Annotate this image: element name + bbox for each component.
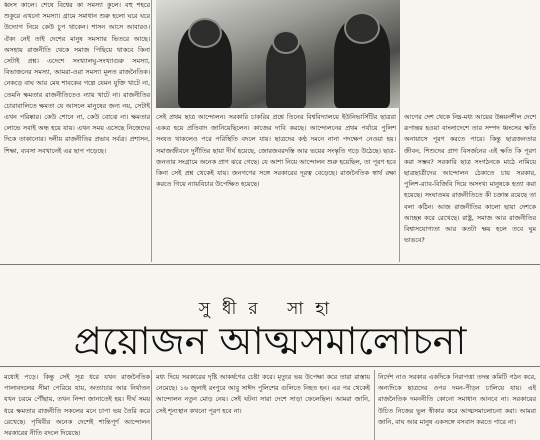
article-text: নির্দেশ নাও সরকার একদিকে নিরাপত্তা তদন্ত কমিটি গঠন করে, অন্যদিকে ছাত্রদের ওপর দমন-পীড়ন চালিয়ে যায়। এই রাজনৈতিক দমননীতি কোনো সমাধান আনবে না। সরকারের উচিত নিজের ভুল স্বীকার করে আত্মসমালোচনা করা। আমরা জানি, বাঘ আর মানুষ একসঙ্গে বসবাস করতে পারে না।	[378, 373, 536, 426]
helmet-icon	[188, 18, 222, 48]
section-divider	[0, 366, 540, 367]
article-text: আগের দেশ থেকে নিম্ন-মধ্য আয়ের উন্নয়নশীল দেশে রূপান্তর হওয়া বাংলাদেশে তার সম্পদ ধ্বংসের ক্ষতি অনায়াসে পূরণ করতে পারে। কিন্তু ছাত্রজনতার জীবন, শিশুদের প্রাণ বিসর্জনের এই ক্ষতি কি পূরণ করা সম্ভব? সরকারি ছাত্র সংগঠনকে মাঠে নামিয়ে ছাত্রছাত্রীদের আন্দোলন ঠেকাতে চায় সরকার, পুলিশ-র‍্যাব-বিজিবি দিয়ে অসংখ্য মানুষকে হত্যা করা হয়েছে। সংঘাতময় রাজনীতিতে কী চক্রান্ত রয়েছে তা বলা কঠিন। আজ রাজনীতির কালো ছায়া দেশকে আচ্ছন্ন করে রেখেছে। রাষ্ট্র, সমাজ আর রাজনীতির বিশ্বাসযোগ্যতা আর কতটা ক্ষয় হলে তবে ঘুম ভাঙবে?	[404, 113, 536, 245]
article-text: সেই প্রথম ছাত্র আন্দোলন। সরকারি চাকরির প্রশ্নে তিনের বিশ্ববিদ্যালয়ে ইউনিভার্সিটির ছাত্ররা একত্র হয়ে প্রতিবাদ জানিয়েছিলেন। কাজের দাবি করছে। আন্দোলনের প্রথম পর্যায়ে পুলিশ সংযত থাকলেও পরে পরিস্থিতি বদলে যায়। ছাত্রদের কণ্ঠ দমনে নানা পদক্ষেপ নেওয়া হয়। সমাজজীবনে দুর্নীতির ছায়া দীর্ঘ হয়েছে, জোরজবরদস্তি আর ভয়ের সংস্কৃতি গড়ে উঠেছে। ছাত্র-জনতার সংগ্রামে অনেক প্রাণ ঝরে গেছে। যে আশা নিয়ে আন্দোলন শুরু হয়েছিল, তা পূরণ হবে কিনা সেই প্রশ্ন থেকেই যায়। জনগণের সঙ্গে সরকারের দূরত্ব বেড়েছে। রাজনৈতিক স্বার্থ রক্ষা করতে গিয়ে ন্যায়বিচার উপেক্ষিত হয়েছে।	[156, 113, 396, 189]
article-text: মধ্যেই পড়ে। কিন্তু সেই সূত্র ধরে যখন রাজনৈতিক পালাবদলের সীমা পেরিয়ে যায়, অত্যাচার আর নির্যাতন যখন চরমে পৌঁছায়, তখন নিন্দা জানাতেই হয়। দীর্ঘ সময় ধরে ক্ষমতার রাজনীতি সকলের মনে চাপা ভয় তৈরি করে রেখেছে। পৃথিবীর অনেক দেশেই শান্তিপূর্ণ আন্দোলন সরকারের নীতি বদলে দিয়েছে।	[4, 373, 150, 438]
article-headline: প্রয়োজন আত্মসমালোচনা	[73, 319, 467, 363]
column-bottom-right	[378, 372, 536, 440]
column-bottom-middle	[156, 372, 370, 440]
column-divider	[151, 370, 152, 440]
column-divider	[399, 108, 400, 262]
article-text: মধ্য দিয়ে সরকারের দৃষ্টি আকর্ষণের চেষ্টা করে। মৃত্যুর ভয় উপেক্ষা করে তারা রাস্তায় নেমেছে। ১৬ জুলাই রংপুরে আবু সাঈদ পুলিশের গুলিতে নিহত হন। এর পর থেকেই আন্দোলন নতুন মোড় নেয়। সেই ঘটনা সারা দেশে সাড়া ফেলেছিল। আমরা জানি, সেই শূন্যস্থান কখনো পূরণ হবে না।	[156, 373, 370, 415]
column-top-middle	[156, 112, 396, 262]
section-divider	[0, 264, 540, 265]
article-text: ধ্বংস কালে। শেষে বিশ্বের কা সমস্যা কুলে। বহু শহরে শুকুরে এখনো সমস্যা। গ্রামে সমাধান শুরু হলো ঘরে ঘরে উদ্যোগ নিয়ে কেউ চুপ থাকেন। শাসন আসে আবারও। ঐক্য নেই তাই দেশের মানুষ সমস্যার ভিতরে আছে। অসহায় রাজনীতি থেকে সমাজ পিছিয়ে থাকবে কিনা সেটাই প্রশ্ন। এদেশে সংখ্যালঘু-সংখ্যাগুরু সমস্যা, বিভাজনের সমস্যা, আমরা-ওরা সমস্যা মূলত রাজনৈতিক। নেকড়ে বাঘ আর মেষ শাবকের গল্পে যেমন যুক্তি খাটে না, তেমনি ক্ষমতার রাজনীতিতেও ন্যায় খাটে না। রাজনীতির চোরাবালিতে ক্ষমতা যে আসলে মানুষের জন্য নয়, সেটাই এখন পরিষ্কার। কেউ শোনে না, কেউ বোঝে না। ক্ষমতার লোভে সবাই অন্ধ হয়ে যায়। এখন সময় এসেছে নিজেদের দিকে তাকানোর। দলীয় রাজনীতির প্রভাব সর্বত্র। প্রশাসন, শিক্ষা, ব্যবসা সবখানেই এর ছাপ পড়েছে।	[4, 1, 150, 155]
column-top-right	[404, 112, 536, 262]
column-divider	[151, 0, 152, 262]
column-top-left	[4, 0, 150, 246]
column-divider	[374, 370, 375, 440]
riot-police-photo	[156, 0, 400, 108]
helmet-icon	[272, 30, 300, 54]
author-byline: সুধীর সাহা	[198, 299, 342, 319]
column-bottom-left	[4, 372, 150, 440]
helmet-icon	[344, 12, 380, 44]
